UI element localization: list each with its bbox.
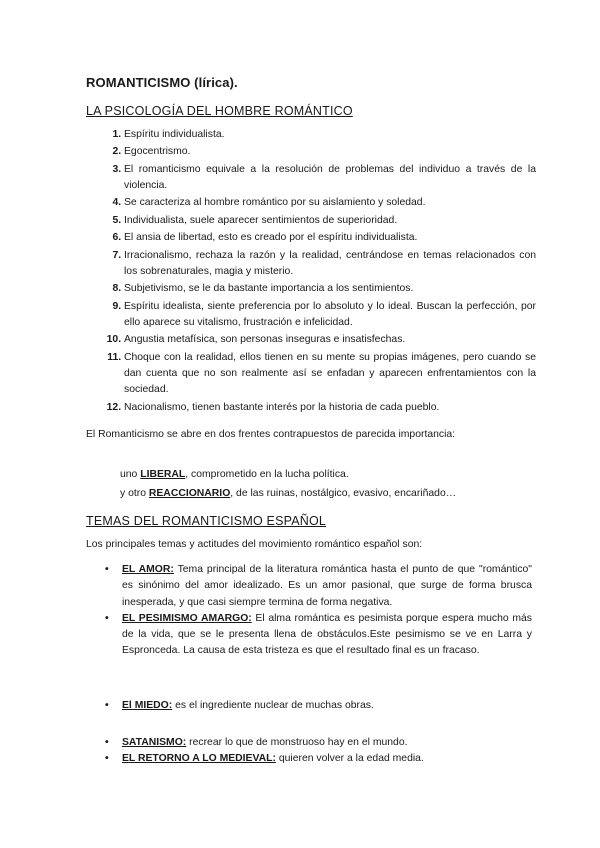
front-liberal <box>120 467 349 483</box>
psychology-list <box>104 127 536 417</box>
theme-term: El MIEDO: <box>122 700 173 711</box>
theme-term: EL AMOR: <box>122 564 174 575</box>
list-item: 1. Espíritu individualista. <box>124 127 536 143</box>
bullet-icon: • <box>105 612 109 624</box>
list-item: 10. Angustia metafísica, son personas inseguras e insatisfechas. <box>124 332 536 348</box>
bullet-icon: • <box>105 753 109 765</box>
bullet-icon: • <box>105 700 109 711</box>
themes-list-fear <box>104 698 532 714</box>
front-reactionary-pre: y otro <box>120 488 149 499</box>
list-item: 5. Individualista, suele aparecer sentimientos de superioridad. <box>124 213 536 229</box>
list-item: 2. Egocentrismo. <box>124 144 536 160</box>
front-reactionary-term: REACCIONARIO <box>148 488 231 499</box>
theme-text: es el ingrediente nuclear de muchas obras. <box>172 700 374 711</box>
themes-list-main <box>104 562 532 660</box>
front-liberal-term: LIBERAL <box>140 469 186 480</box>
page-title: ROMANTICISMO (lírica). <box>86 75 238 90</box>
theme-term: EL RETORNO A LO MEDIEVAL: <box>122 753 276 765</box>
bullet-icon: • <box>105 737 109 748</box>
themes-list-rest <box>104 735 532 768</box>
front-reactionary-post: , de las ruinas, nostálgico, evasivo, encariñado… <box>230 488 457 499</box>
list-item: 3. El romanticismo equivale a la resolución de problemas del individuo a través de la violencia. <box>124 162 536 195</box>
section-heading-themes: TEMAS DEL ROMANTICISMO ESPAÑOL <box>86 514 327 528</box>
theme-text: quieren volver a la edad media. <box>275 753 424 765</box>
front-reactionary <box>120 486 456 502</box>
theme-item-pessimism <box>105 611 532 660</box>
theme-item-love <box>105 562 532 611</box>
list-item: 9. Espíritu idealista, siente preferencia por lo absoluto y lo ideal. Buscan la perfección, por ello aparece su vitalismo, frustración e infelicidad. <box>124 299 536 332</box>
section-heading-psychology: LA PSICOLOGÍA DEL HOMBRE ROMÁNTICO <box>86 104 353 118</box>
list-item: 4. Se caracteriza al hombre romántico por su aislamiento y soledad. <box>124 195 536 211</box>
theme-text: Tema principal de la literatura romántica hasta el punto de que "romántico" es sinónimo del amor idealizado. Es un amor pasional, que surge de forma brusca inesperada, y que casi siempre termina de forma negativa. <box>122 564 532 608</box>
list-item: 11. Choque con la realidad, ellos tienen en su mente su propias imágenes, pero cuando se dan cuenta que no son realmente así se enfadan y aparecen enfrentamientos con la sociedad. <box>124 350 536 399</box>
theme-text: El alma romántica es pesimista porque espera mucho más de la vida, que se le presenta llena de obstáculos.Este pesimismo se ve en Larra y Espronceda. La causa de esta tristeza es que el resultado final es un fracaso. <box>122 612 532 657</box>
list-item: 8. Subjetivismo, se le da bastante importancia a los sentimientos. <box>124 281 536 297</box>
theme-term: EL PESIMISMO AMARGO: <box>122 612 252 624</box>
list-item: 6. El ansia de libertad, esto es creado por el espíritu individualista. <box>124 230 536 246</box>
theme-item-fear <box>105 698 532 714</box>
front-liberal-post: , comprometido en la lucha política. <box>185 469 349 480</box>
list-item: 7. Irracionalismo, rechaza la razón y la realidad, centrándose en temas relacionados con los sobrenaturales, magia y misterio. <box>124 248 536 281</box>
fronts-intro-paragraph: El Romanticismo se abre en dos frentes contrapuestos de parecida importancia: <box>86 429 456 440</box>
themes-intro-paragraph: Los principales temas y actitudes del movimiento romántico español son: <box>86 539 423 550</box>
theme-item-medieval <box>105 751 532 767</box>
theme-term: SATANISMO: <box>122 737 187 748</box>
front-liberal-pre: uno <box>120 469 141 480</box>
theme-item-satanism <box>105 735 532 751</box>
list-item: 12. Nacionalismo, tienen bastante interés por la historia de cada pueblo. <box>124 400 536 416</box>
theme-text: recrear lo que de monstruoso hay en el mundo. <box>186 737 408 748</box>
bullet-icon: • <box>105 564 109 575</box>
